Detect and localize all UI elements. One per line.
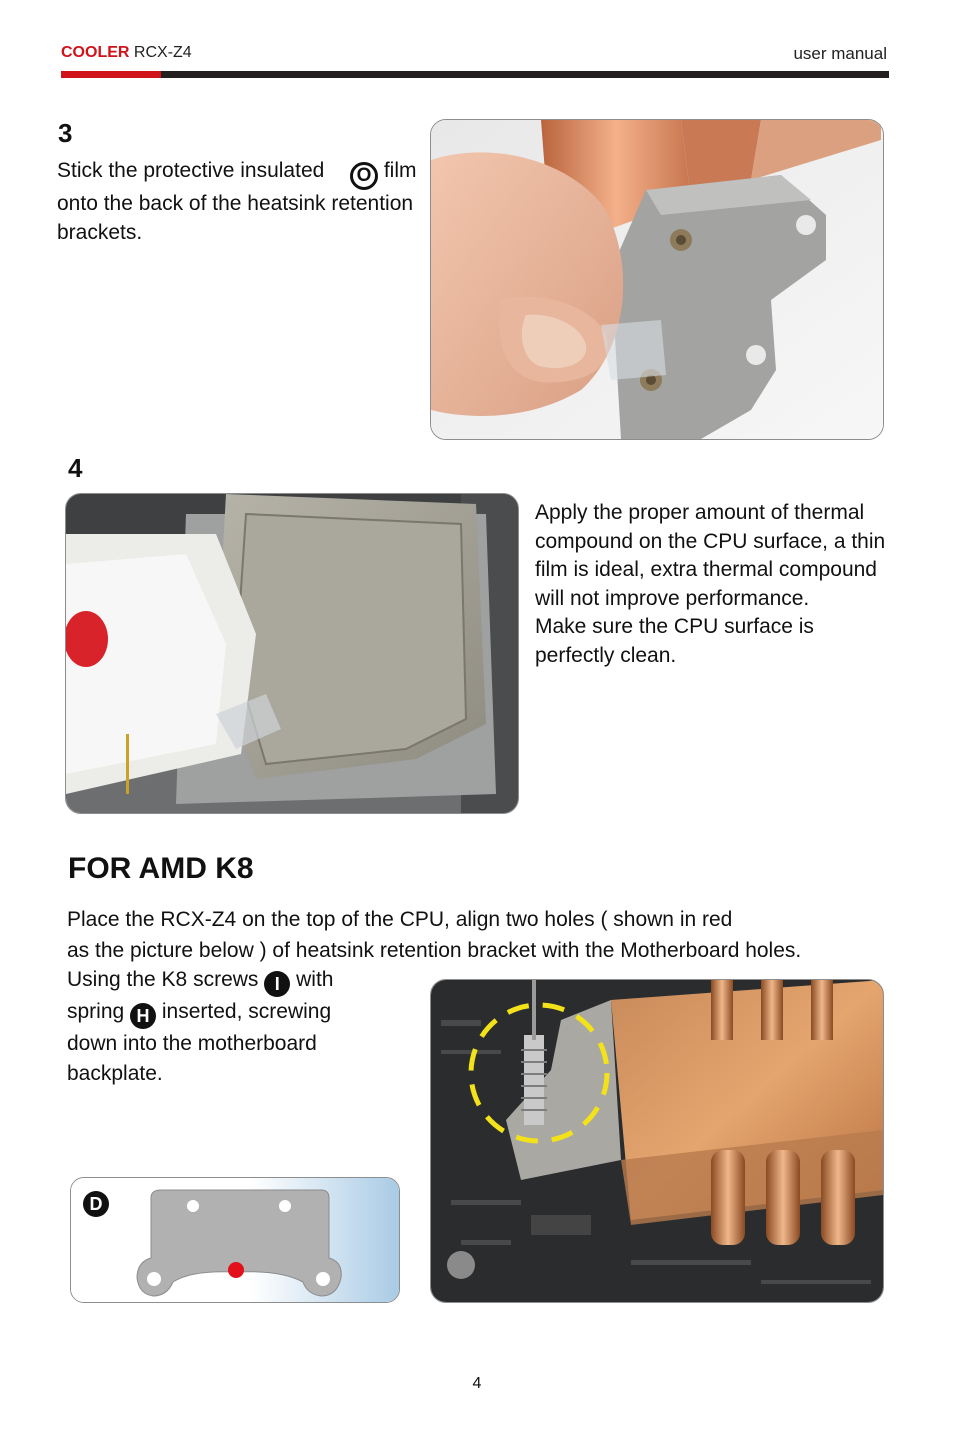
amd-intro-line1: Place the RCX-Z4 on the top of the CPU, align two holes ( shown in red: [67, 908, 733, 931]
step-4-text: [535, 499, 895, 670]
bracket-diagram: [70, 1177, 400, 1303]
part-d-badge: D: [83, 1191, 109, 1217]
amd-section-title: FOR AMD K8: [68, 852, 254, 885]
alignment-hole-marker: [228, 1262, 244, 1278]
brand-name: COOLER: [61, 44, 130, 61]
step-3-photo: [430, 119, 884, 440]
amd-screws-text-b: with: [296, 968, 334, 991]
step-4-text-main: Apply the proper amount of thermal compound on the CPU surface, a thin film is ideal, extra thermal compound will not improve performance.: [535, 501, 886, 610]
header-rule: [61, 71, 889, 78]
amd-intro-line2: as the picture below ) of heatsink retention bracket with the Motherboard holes.: [67, 939, 802, 962]
step-3-number: 3: [58, 118, 73, 148]
amd-intro-text: [67, 904, 927, 966]
header-brand: [61, 44, 192, 62]
page-number: 4: [472, 1375, 482, 1392]
step-3-text: [57, 157, 417, 247]
step-4-photo: [65, 493, 519, 814]
header-rule-accent: [61, 71, 161, 78]
part-o-badge: O: [350, 162, 378, 190]
amd-screws-text: [67, 965, 387, 1089]
amd-screws-text-a: Using the K8 screws: [67, 968, 259, 991]
brand-model: RCX-Z4: [133, 44, 192, 61]
step-3-text-rest: film onto the back of the heatsink retention brackets.: [57, 159, 417, 244]
step-3-text-line1: Stick the protective insulated: [57, 159, 325, 182]
part-i-badge: I: [264, 971, 290, 997]
amd-screws-text-c: spring: [67, 1000, 125, 1023]
amd-screws-text-d: inserted, screwing down into the motherboard backplate.: [67, 1000, 332, 1085]
k8-install-photo: [430, 979, 884, 1303]
step-4-number: 4: [68, 453, 83, 483]
doc-type-label: user manual: [793, 44, 887, 63]
part-h-badge: H: [130, 1003, 156, 1029]
step-4-text-clean: Make sure the CPU surface is perfectly clean.: [535, 615, 814, 667]
